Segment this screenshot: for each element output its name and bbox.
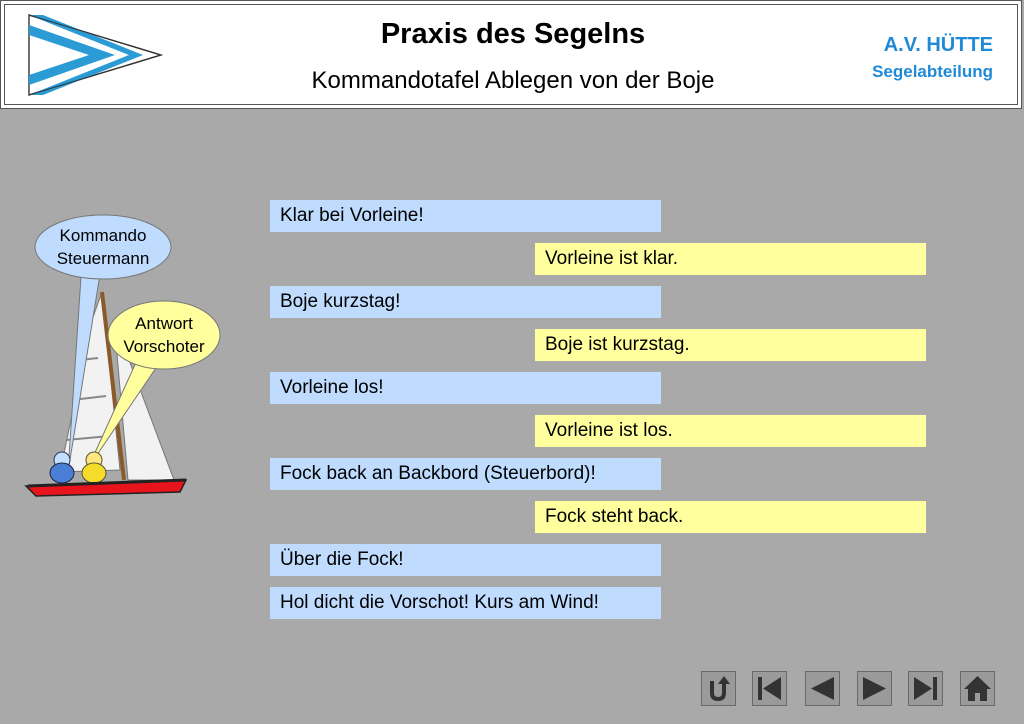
header-panel: [0, 0, 1022, 109]
bubble-vorschoter-line1: Antwort: [135, 314, 193, 333]
home-icon: [960, 671, 995, 706]
command-row: Hol dicht die Vorschot! Kurs am Wind!: [270, 587, 661, 619]
return-button[interactable]: [701, 671, 736, 706]
answer-row: Vorleine ist klar.: [535, 243, 926, 275]
command-row: Boje kurzstag!: [270, 286, 661, 318]
answer-row: Fock steht back.: [535, 501, 926, 533]
command-row: Über die Fock!: [270, 544, 661, 576]
bubble-steuermann-line2: Steuermann: [56, 249, 150, 268]
bubble-steuermann-line1: Kommando: [59, 226, 147, 245]
last-slide-icon: [908, 671, 943, 706]
bubble-vorschoter: [112, 312, 216, 358]
previous-slide-button[interactable]: [805, 671, 840, 706]
organization-name: A.V. HÜTTE: [883, 34, 993, 56]
answer-row: Boje ist kurzstag.: [535, 329, 926, 361]
last-slide-button[interactable]: [908, 671, 943, 706]
page-subtitle: Kommandotafel Ablegen von der Boje: [311, 67, 715, 94]
command-row: Vorleine los!: [270, 372, 661, 404]
command-row: Fock back an Backbord (Steuerbord)!: [270, 458, 661, 490]
page-title: Praxis des Segelns: [380, 18, 646, 50]
first-slide-button[interactable]: [752, 671, 787, 706]
first-slide-icon: [752, 671, 787, 706]
return-icon: [701, 671, 736, 706]
bubble-vorschoter-line2: Vorschoter: [123, 337, 205, 356]
command-row: Klar bei Vorleine!: [270, 200, 661, 232]
next-slide-button[interactable]: [857, 671, 892, 706]
bubble-steuermann: [42, 224, 164, 270]
home-button[interactable]: [960, 671, 995, 706]
organization-division: Segelabteilung: [872, 62, 993, 81]
answer-row: Vorleine ist los.: [535, 415, 926, 447]
next-slide-icon: [857, 671, 892, 706]
previous-slide-icon: [805, 671, 840, 706]
